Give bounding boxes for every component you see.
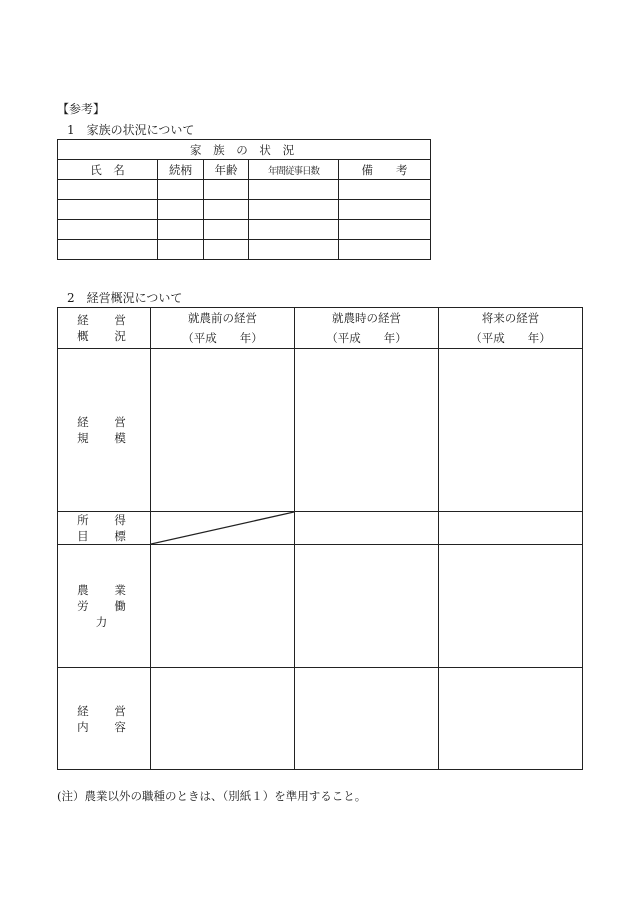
cell-input[interactable] <box>151 349 295 512</box>
column-period: （平成 年） <box>470 331 551 345</box>
column-annual-work-days: 年間従事日数 <box>249 160 339 180</box>
diagonal-strike <box>151 512 294 544</box>
cell-input[interactable] <box>439 668 583 770</box>
cell-input[interactable] <box>151 668 295 770</box>
mgmt-header-row <box>58 308 583 349</box>
column-remarks: 備 考 <box>339 160 431 180</box>
cell-remarks[interactable] <box>339 240 431 260</box>
table-row <box>58 220 431 240</box>
cell-remarks[interactable] <box>339 220 431 240</box>
row-label: 経 営 規 模 <box>58 349 151 512</box>
cell-work-days[interactable] <box>249 220 339 240</box>
cell-input[interactable] <box>439 545 583 668</box>
column-period: （平成 年） <box>326 331 407 345</box>
row-label: 経 営 内 容 <box>58 668 151 770</box>
column-title: 就農前の経営 <box>188 311 257 325</box>
column-age: 年齢 <box>204 160 249 180</box>
cell-relation[interactable] <box>158 200 204 220</box>
table-row <box>58 200 431 220</box>
reference-label: 【参考】 <box>57 102 106 116</box>
cell-input[interactable] <box>151 545 295 668</box>
cell-input[interactable] <box>295 349 439 512</box>
cell-input[interactable] <box>295 545 439 668</box>
family-status-table <box>57 139 431 260</box>
cell-age[interactable] <box>204 220 249 240</box>
row-label: 所 得 目 標 <box>58 512 151 545</box>
column-relation: 続柄 <box>158 160 204 180</box>
management-overview-table <box>57 307 583 770</box>
cell-input[interactable] <box>295 668 439 770</box>
column-at-farming <box>295 308 439 349</box>
cell-input[interactable] <box>295 512 439 545</box>
diagonal-cell <box>151 512 295 545</box>
cell-remarks[interactable] <box>339 200 431 220</box>
cell-name[interactable] <box>58 220 158 240</box>
cell-work-days[interactable] <box>249 200 339 220</box>
column-period: （平成 年） <box>182 331 263 345</box>
column-title: 将来の経営 <box>481 311 540 325</box>
corner-label: 経 営 概 況 <box>58 308 151 349</box>
cell-relation[interactable] <box>158 240 204 260</box>
cell-remarks[interactable] <box>339 180 431 200</box>
cell-age[interactable] <box>204 200 249 220</box>
section1-heading: 1 家族の状況について <box>67 123 195 137</box>
column-name: 氏 名 <box>58 160 158 180</box>
column-title: 就農時の経営 <box>332 311 401 325</box>
row-management-scale <box>58 349 583 512</box>
cell-name[interactable] <box>58 200 158 220</box>
row-income-target <box>58 512 583 545</box>
column-future <box>439 308 583 349</box>
cell-relation[interactable] <box>158 220 204 240</box>
row-management-content <box>58 668 583 770</box>
cell-relation[interactable] <box>158 180 204 200</box>
table-row <box>58 180 431 200</box>
cell-name[interactable] <box>58 240 158 260</box>
table-row <box>58 240 431 260</box>
family-header-row <box>58 160 431 180</box>
column-before-farming <box>151 308 295 349</box>
family-table-title: 家 族 の 状 況 <box>58 140 431 160</box>
cell-work-days[interactable] <box>249 180 339 200</box>
footnote: (注）農業以外の職種のときは、（別紙１）を準用すること。 <box>57 789 367 803</box>
cell-input[interactable] <box>439 349 583 512</box>
cell-input[interactable] <box>439 512 583 545</box>
section2-heading: 2 経営概況について <box>67 291 183 305</box>
cell-age[interactable] <box>204 240 249 260</box>
row-label: 農 業 労 働 力 <box>58 545 151 668</box>
cell-name[interactable] <box>58 180 158 200</box>
cell-age[interactable] <box>204 180 249 200</box>
cell-work-days[interactable] <box>249 240 339 260</box>
row-farm-labor <box>58 545 583 668</box>
